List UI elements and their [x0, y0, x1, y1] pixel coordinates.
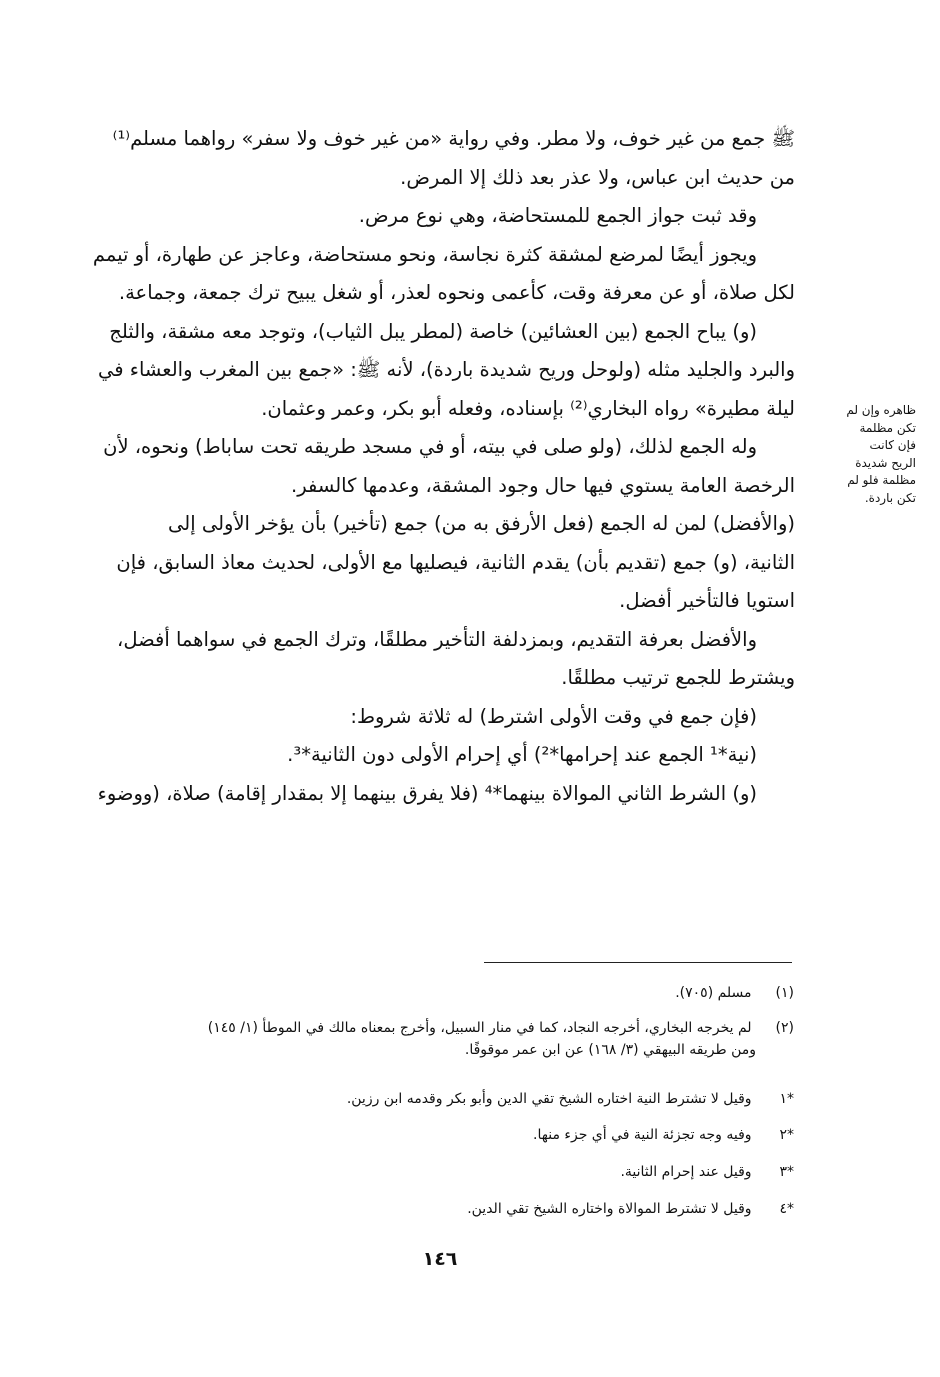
text-line: ليلة مطيرة» رواه البخاري⁽²⁾ بإسناده، وفعله أبو بكر، وعمر وعثمان.	[261, 396, 795, 420]
text-line: الثانية، (و) جمع (تقديم بأن) يقدم الثانية، فيصليها مع الأولى، لحديث معاذ السابق، فإن	[116, 550, 795, 574]
footnote	[208, 1017, 794, 1061]
text-line: (و) الشرط الثاني الموالاة بينهما*⁴ (فلا يفرق بينهما إلا بمقدار إقامة) صلاة، (ووضوء	[97, 781, 757, 805]
footnote-text: وقيل لا تشترط الموالاة واختاره الشيخ تقي الدين.	[467, 1201, 752, 1217]
footnote-mark: *١	[779, 1091, 794, 1107]
text-line: (فإن جمع في وقت الأولى اشترط) له ثلاثة شروط:	[350, 704, 757, 728]
text-line: لكل صلاة، أو عن معرفة وقت، كأعمى ونحوه لعذر، أو شغل يبيح ترك جمعة، وجماعة.	[118, 281, 795, 304]
text-line: من حديث ابن عباس، ولا عذر بعد ذلك إلا المرض.	[400, 165, 795, 189]
footnote-mark: (٢)	[775, 1020, 794, 1036]
text-line: ويجوز أيضًا لمرضع لمشقة كثرة نجاسة، ونحو مستحاضة، وعاجز عن طهارة، أو تيمم	[92, 242, 757, 266]
text-line: ويشترط للجمع ترتيب مطلقًا.	[561, 666, 795, 689]
footnote	[467, 1198, 794, 1220]
footnote-mark: (١)	[775, 985, 794, 1001]
margin-note-line: تكن مظلمة	[859, 420, 916, 435]
text-line: (والأفضل) لمن له الجمع (فعل الأرفق به من) جمع (تأخير) بأن يؤخر الأولى إلى	[168, 512, 795, 535]
margin-note	[818, 402, 916, 507]
text-line: الرخصة العامة يستوي فيها حال وجود المشقة، وعدمها كالسفر.	[291, 473, 795, 497]
footnote	[347, 1088, 794, 1110]
footnote	[533, 1124, 794, 1146]
text-line: استويا فالتأخير أفضل.	[619, 589, 795, 612]
footnote-separator	[484, 962, 792, 963]
footnote-mark: *٣	[779, 1164, 794, 1180]
footnote	[620, 1161, 794, 1183]
footnote-text: وقيل لا تشترط النية اختاره الشيخ تقي الدين وأبو بكر وقدمه ابن رزين.	[346, 1091, 752, 1107]
footnote-text: لم يخرجه البخاري، أخرجه النجاد، كما في منار السبيل، وأخرج بمعناه مالك في الموطأ (١/ ١٤٥)	[207, 1020, 752, 1036]
footnote	[675, 982, 794, 1004]
text-line: ﷺ جمع من غير خوف، ولا مطر. وفي رواية «من غير خوف ولا سفر» رواهما مسلم⁽¹⁾	[112, 127, 795, 150]
text-line: والأفضل بعرفة التقديم، وبمزدلفة التأخير مطلقًا، وترك الجمع في سواهما أفضل،	[117, 627, 757, 651]
page-number: ١٤٦	[422, 1248, 458, 1270]
text-line: (نية*¹ الجمع عند إحرامها*²) أي إحرام الأولى دون الثانية*³.	[287, 743, 757, 766]
margin-note-line: فإن كانت	[869, 438, 916, 452]
text-line: وله الجمع لذلك، (ولو صلى في بيته، أو في مسجد طريقه تحت ساباط) ونحوه، لأن	[103, 435, 757, 458]
text-line: والبرد والجليد مثله (ولوحل وريح شديدة باردة)، لأنه ﷺ: «جمع بين المغرب والعشاء في	[98, 358, 795, 381]
footnote-text: مسلم (٧٠٥).	[675, 985, 752, 1001]
main-text	[50, 120, 795, 813]
footnote-text: ومن طريقه البيهقي (٣/ ١٦٨) عن ابن عمر موقوفًا.	[464, 1042, 756, 1058]
text-line: (و) يباح الجمع (بين العشائين) خاصة (لمطر يبل الثياب)، وتوجد معه مشقة، والثلج	[109, 319, 757, 343]
margin-note-line: ظاهره وإن لم	[846, 403, 916, 417]
margin-note-line: الريح شديدة	[855, 455, 916, 470]
margin-note-line: مظلمة فلو لم	[847, 473, 916, 487]
margin-note-line: تكن باردة.	[864, 490, 916, 505]
footnote-mark: *٤	[779, 1201, 794, 1217]
footnote-text: وقيل عند إحرام الثانية.	[620, 1164, 752, 1180]
footnote-text: وفيه وجه تجزئة النية في أي جزء منها.	[533, 1127, 752, 1143]
footnote-mark: *٢	[779, 1127, 794, 1143]
text-line: وقد ثبت جواز الجمع للمستحاضة، وهي نوع مرض.	[358, 204, 757, 227]
